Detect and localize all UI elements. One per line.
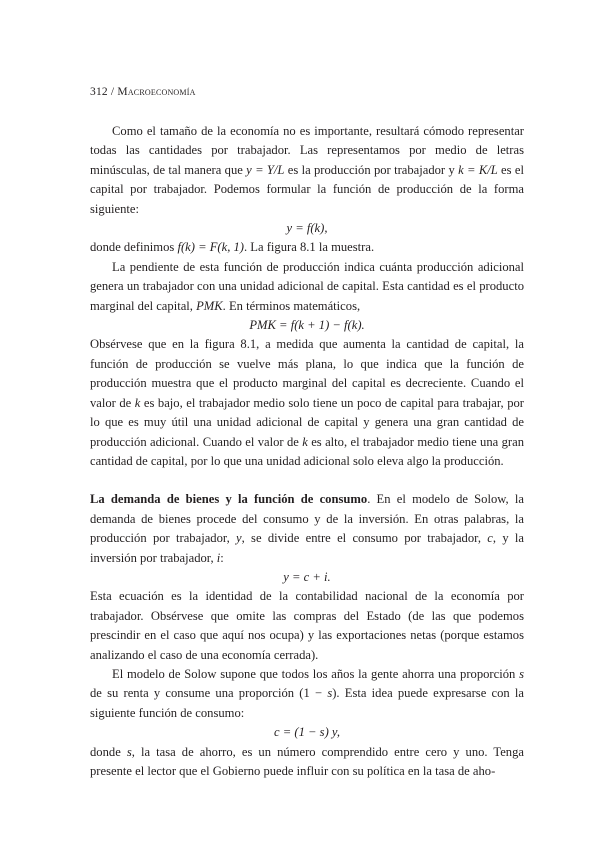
equation-marginal-product: PMK = f(k + 1) − f(k). — [249, 318, 365, 333]
equation-identity: y = c + i. — [283, 569, 331, 584]
section-gap — [90, 471, 524, 490]
paragraph-national-accounts: Esta ecuación es la identidad de la contabilidad nacional de la economía por trabajador. Obsérvese que omite las compras del Estado (de las que podemos prescindir en el caso que aquí nos ocupa) y las exportaciones netas (porque estamos analizando el caso de una economía cerrada). — [90, 589, 524, 662]
paragraph-slope: La pendiente de esta función de producción indica cuánta producción adicional genera un trabajador con una unidad adicional de capital. Esta cantidad es el producto marginal del capital, PMK. En términos matemáticos, — [90, 259, 524, 313]
paragraph-diminishing-returns: Obsérvese que en la figura 8.1, a medida que aumenta la cantidad de capital, la función de producción se vuelve más plana, lo que indica que la función de producción muestra que el producto marginal del capital es decreciente. Cuando el valor de k es bajo, el trabajador medio solo tiene un poco de capital para trabajar, por lo que es muy útil una unidad adicional de capital y genera una gran cantidad de producción adicional. Cuando el valor de k es alto, el trabajador medio tiene una gran cantidad de capital, por lo que una unidad adicional solo eleva algo la producción. — [90, 337, 525, 468]
equation-consumption-function: c = (1 − s) y, — [274, 725, 340, 740]
paragraph-per-worker: Como el tamaño de la economía no es importante, resultará cómodo representar todas las cantidades por trabajador. Las representamos por medio de letras minúsculas, de tal manera que y = Y/L es la producción por trabajador y k = K/L es el capital por trabajador. Podemos formular la función de producción de la forma siguiente: — [90, 124, 524, 216]
paragraph-demand-for-goods: La demanda de bienes y la función de consumo. En el modelo de Solow, la demanda de bienes procede del consumo y de la inversión. En otras palabras, la producción por trabajador, y, se divide entre el consumo por trabajador, c, y la inversión por trabajador, i: — [90, 492, 524, 565]
book-title: Macroeconomía — [117, 86, 196, 98]
equation-production-function: y = f(k), — [286, 221, 328, 236]
section-heading: La demanda de bienes y la función de consumo — [90, 492, 368, 507]
paragraph-definition: donde definimos f(k) = F(k, 1). La figura 8.1 la muestra. — [90, 240, 375, 255]
body-text — [90, 122, 524, 781]
page-number: 312 — [90, 86, 108, 98]
header-separator: / — [107, 86, 118, 98]
paragraph-saving: El modelo de Solow supone que todos los años la gente ahorra una proporción s de su renta y consume una proporción (1 − s). Esta idea puede expresarse con la siguiente función de consumo: — [90, 666, 525, 720]
paragraph-saving-rate: donde s, la tasa de ahorro, es un número comprendido entre cero y uno. Tenga presente el lector que el Gobierno puede influir con su política en la tasa de aho- — [90, 744, 524, 778]
running-header — [90, 86, 196, 98]
